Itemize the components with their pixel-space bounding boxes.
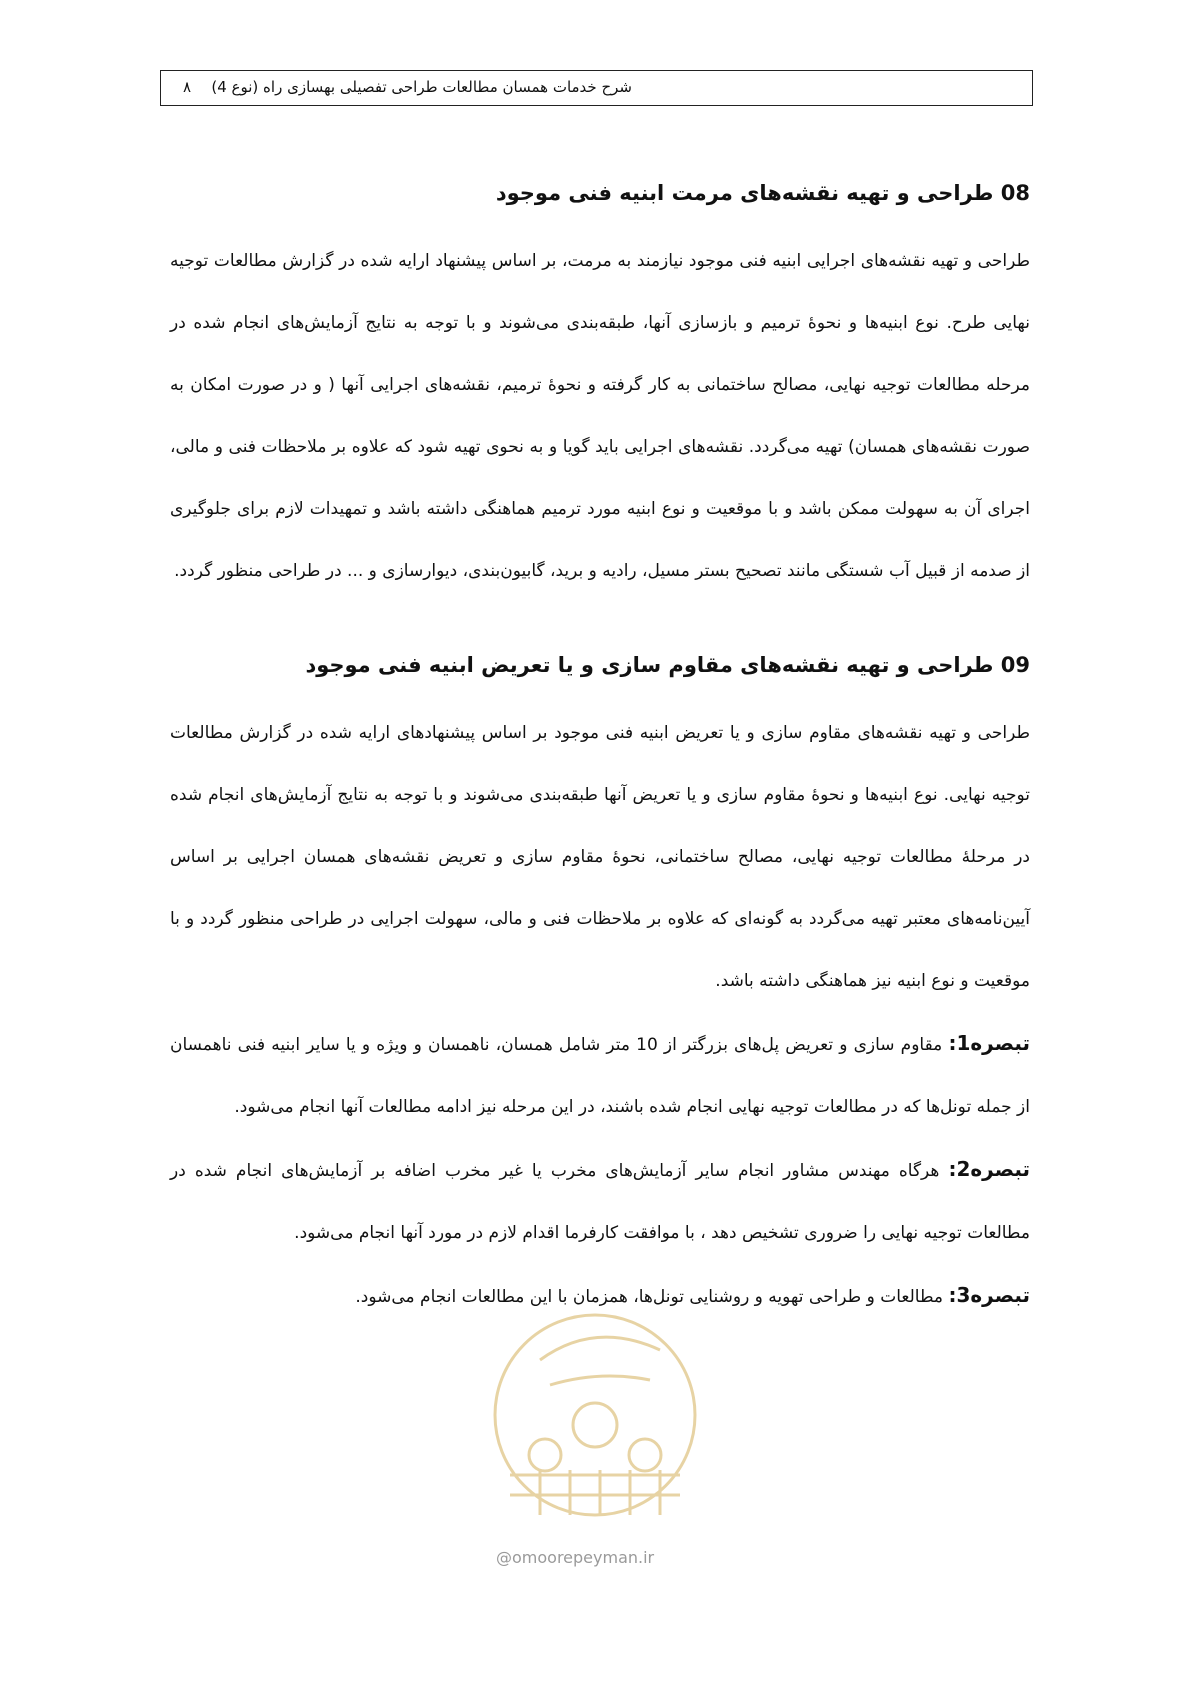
watermark-text: @omoorepeyman.ir bbox=[496, 1548, 655, 1567]
note-text: مقاوم سازی و تعریض پل‌های بزرگتر از 10 متر شامل همسان، ناهمسان و ویژه و یا سایر ابنیه فنی ناهمسان از جمله تونل‌ها که در مطالعات توجیه نهایی انجام شده باشند، در این مرحله نیز ادامه مطالعات آنها انجام می‌شود. bbox=[170, 1035, 1030, 1117]
section-09 bbox=[170, 650, 1030, 1012]
section-paragraph: طراحی و تهیه نقشه‌های مقاوم سازی و یا تعریض ابنیه فنی موجود بر اساس پیشنهادهای ارایه شده در گزارش مطالعات توجیه نهایی. نوع ابنیه‌ها و نحوهٔ مقاوم سازی و یا تعریض آنها طبقه‌بندی می‌شوند و با توجه به نتایج آزمایش‌های انجام شده در مرحلهٔ مطالعات توجیه نهایی، مصالح ساختمانی، نحوهٔ مقاوم سازی و تعریض نقشه‌های همسان اجرایی بر اساس آیین‌نامه‌های معتبر تهیه می‌گردد به گونه‌ای که علاوه بر ملاحظات فنی و مالی، سهولت اجرایی در طراحی منظور گردد و با موقعیت و نوع ابنیه نیز هماهنگی داشته باشد. bbox=[170, 723, 1030, 991]
note-label: تبصره3: bbox=[948, 1283, 1030, 1307]
section-heading: 08 طراحی و تهیه نقشه‌های مرمت ابنیه فنی موجود bbox=[495, 181, 1030, 205]
note-text: مطالعات و طراحی تهویه و روشنایی تونل‌ها، همزمان با این مطالعات انجام می‌شود. bbox=[355, 1287, 949, 1307]
note-label: تبصره2: bbox=[948, 1157, 1030, 1181]
page-header bbox=[160, 70, 1033, 106]
note-text: هرگاه مهندس مشاور انجام سایر آزمایش‌های مخرب یا غیر مخرب اضافه بر آزمایش‌های انجام شده در مطالعات توجیه نهایی را ضروری تشخیص دهد ، با موافقت کارفرما اقدام لازم در مورد آنها انجام می‌شود. bbox=[170, 1161, 1030, 1243]
watermark-logo-icon bbox=[490, 1310, 700, 1520]
note-2 bbox=[170, 1138, 1030, 1264]
note-1 bbox=[170, 1012, 1030, 1138]
note-label: تبصره1: bbox=[948, 1031, 1030, 1055]
page-number: ۸ bbox=[183, 78, 192, 96]
section-08 bbox=[170, 178, 1030, 602]
document-body bbox=[170, 178, 1030, 1328]
section-paragraph: طراحی و تهیه نقشه‌های اجرایی ابنیه فنی موجود نیازمند به مرمت، بر اساس پیشنهاد ارایه شده در گزارش مطالعات توجیه نهایی طرح. نوع ابنیه‌ها و نحوهٔ ترمیم و بازسازی آنها، طبقه‌بندی می‌شوند و با توجه به نتایج آزمایش‌های انجام شده در مرحله مطالعات توجیه نهایی، مصالح ساختمانی به کار گرفته و نحوهٔ ترمیم، نقشه‌های اجرایی آنها ( و در صورت امکان به صورت نقشه‌های همسان) تهیه می‌گردد. نقشه‌های اجرایی باید گویا و به نحوی تهیه شود که علاوه بر ملاحظات فنی و مالی، اجرای آن به سهولت ممکن باشد و با موقعیت و نوع ابنیه مورد ترمیم هماهنگی داشته باشد و تمهیدات لازم برای جلوگیری از صدمه از قبیل آب شستگی مانند تصحیح بستر مسیل، رادیه و برید، گابیون‌بندی، دیوارسازی و ... در طراحی منظور گردد. bbox=[170, 251, 1030, 581]
section-heading: 09 طراحی و تهیه نقشه‌های مقاوم سازی و یا تعریض ابنیه فنی موجود bbox=[305, 653, 1030, 677]
header-title: شرح خدمات همسان مطالعات طراحی تفصیلی بهسازی راه (نوع 4) bbox=[211, 78, 632, 96]
